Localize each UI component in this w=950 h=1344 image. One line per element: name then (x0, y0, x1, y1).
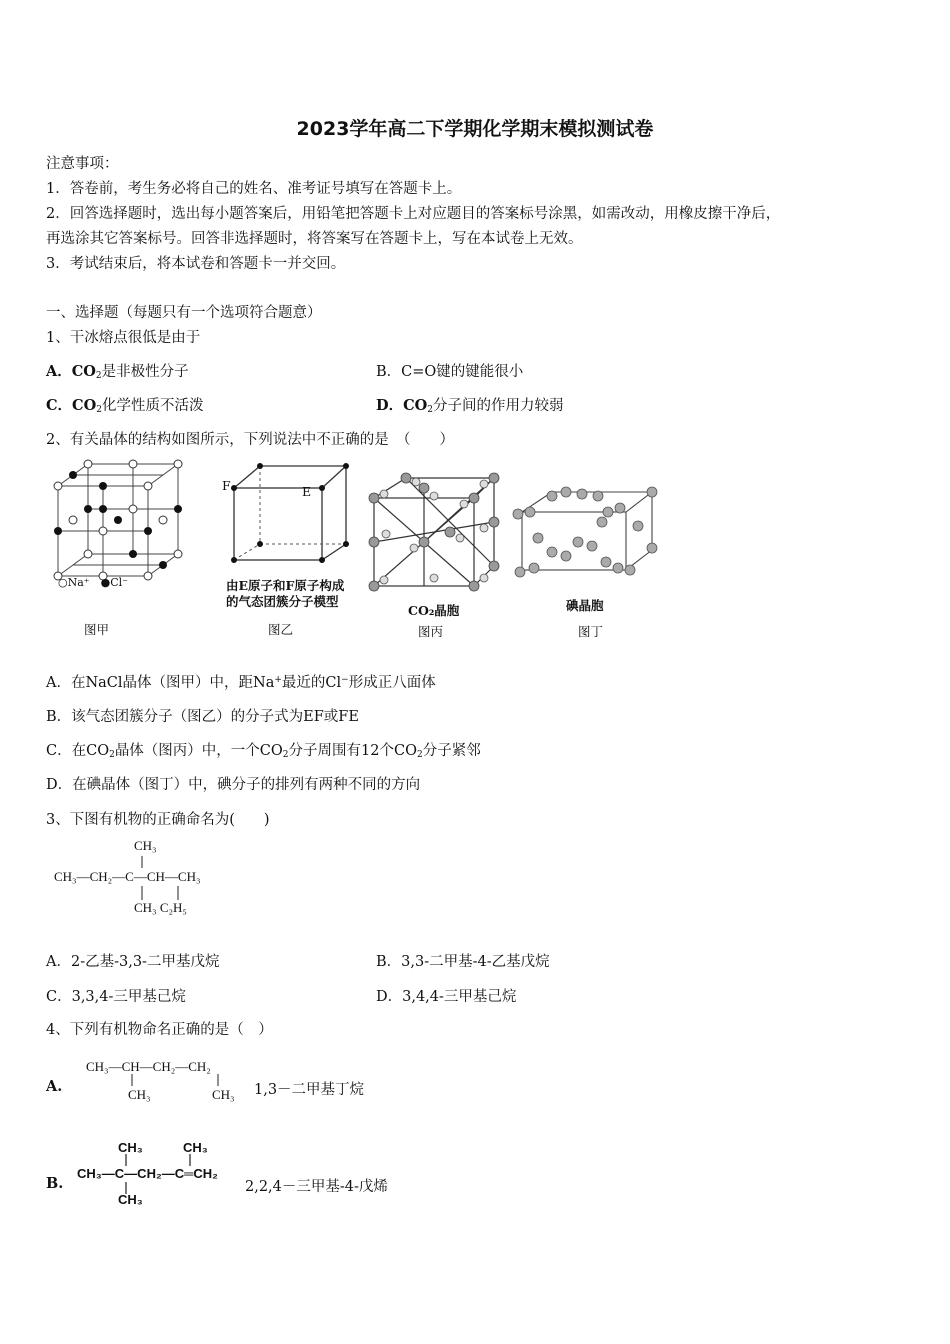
cluster-molecule-figure (222, 460, 352, 570)
section-heading: 一、选择题（每题只有一个选项符合题意） (46, 305, 322, 321)
q4-a-formula-bonds (128, 1074, 228, 1088)
q1-option-a: A．$CO_2$是非极性分子 (46, 363, 189, 381)
atom-e-label: E (302, 484, 312, 499)
q2-option-b: B．该气态团簇分子（图乙）的分子式为EF或FE (46, 709, 359, 725)
iodine-crystal-figure (512, 482, 662, 582)
q4-b-formula-bottom: CH₃ (118, 1192, 143, 1207)
q2-stem: 2、有关晶体的结构如图所示，下列说法中不正确的是 （ ） (46, 432, 454, 448)
q1-option-d: D．$CO_2$分子间的作用力较弱 (376, 397, 564, 415)
notice-item-2a: 2．回答选择题时，选出每小题答案后，用铅笔把答题卡上对应题目的答案标号涂黑，如需改动，用橡皮擦干净后， (46, 206, 781, 222)
nacl-crystal-figure (50, 458, 185, 583)
q4-a-formula-sub-1: CH₃ (128, 1087, 151, 1102)
notice-item-2b: 再选涂其它答案标号。回答非选择题时，将答案写在答题卡上，写在本试卷上无效。 (46, 231, 583, 247)
nacl-legend: ○Na⁺ ●Cl⁻ (58, 576, 128, 589)
q4-option-a-label: A. (46, 1078, 63, 1095)
figure-bing-label: 图丙 (418, 624, 444, 639)
q1-stem: 1、干冰熔点很低是由于 (46, 330, 201, 346)
q2-option-c: C．在$CO_2$晶体（图丙）中，一个$CO_2$分子周围有12个$CO_2$分子紧邻 (46, 743, 481, 760)
q4-option-b-label: B. (46, 1175, 64, 1192)
q3-option-d: D．3,4,4-三甲基己烷 (376, 989, 517, 1005)
page-title: 2023学年高二下学期化学期末模拟测试卷 (296, 118, 654, 140)
q3-formula-bottom: CH₃ C₂H₅ (134, 900, 187, 915)
q4-option-b-name: 2,2,4－三甲基-4-戊烯 (245, 1179, 388, 1195)
q4-b-formula-top-2: CH₃ (183, 1140, 208, 1155)
figure-yi-label: 图乙 (268, 622, 294, 637)
q4-b-formula-top-1: CH₃ (118, 1140, 143, 1155)
q3-option-c: C．3,3,4-三甲基己烷 (46, 989, 186, 1005)
cluster-desc-2: 的气态团簇分子模型 (226, 594, 339, 609)
q3-formula-top: CH₃ (134, 838, 157, 853)
q3-option-a: A．2-乙基-3,3-二甲基戊烷 (46, 954, 220, 970)
notice-heading: 注意事项： (46, 156, 119, 172)
notice-item-3: 3．考试结束后，将本试卷和答题卡一并交回。 (46, 256, 346, 272)
figure-jia-label: 图甲 (84, 622, 110, 637)
q1-option-c: C．$CO_2$化学性质不活泼 (46, 397, 204, 415)
q4-b-formula-main: CH₃—C—CH₂—C═CH₂ (77, 1166, 218, 1181)
cluster-desc-1: 由E原子和F原子构成 (226, 578, 345, 593)
q2-option-a: A．在NaCl晶体（图甲）中，距Na+最近的Cl−形成正八面体 (46, 675, 436, 691)
q3-formula-main: CH₃—CH₂—C—CH—CH₃ (54, 869, 201, 884)
q3-stem: 3、下图有机物的正确命名为( ) (46, 812, 270, 828)
co2-cell-desc: CO₂晶胞 (408, 603, 460, 618)
co2-crystal-figure (364, 468, 504, 598)
notice-item-1: 1．答卷前，考生务必将自己的姓名、准考证号填写在答题卡上。 (46, 181, 462, 197)
q4-stem: 4、下列有机物命名正确的是（ ） (46, 1022, 273, 1038)
q1-option-b: B．C=O键的键能很小 (376, 364, 524, 380)
q4-a-formula-main: CH₃—CH—CH₂—CH₂ (86, 1059, 211, 1074)
q4-option-a-name: 1,3－二甲基丁烷 (254, 1082, 365, 1098)
q2-option-d: D．在碘晶体（图丁）中，碘分子的排列有两种不同的方向 (46, 777, 421, 793)
atom-f-label: F (222, 478, 231, 493)
q3-option-b: B．3,3-二甲基-4-乙基戊烷 (376, 954, 550, 970)
iodine-cell-desc: 碘晶胞 (566, 598, 604, 613)
q4-a-formula-sub-2: CH₃ (212, 1087, 235, 1102)
figure-ding-label: 图丁 (578, 624, 604, 639)
